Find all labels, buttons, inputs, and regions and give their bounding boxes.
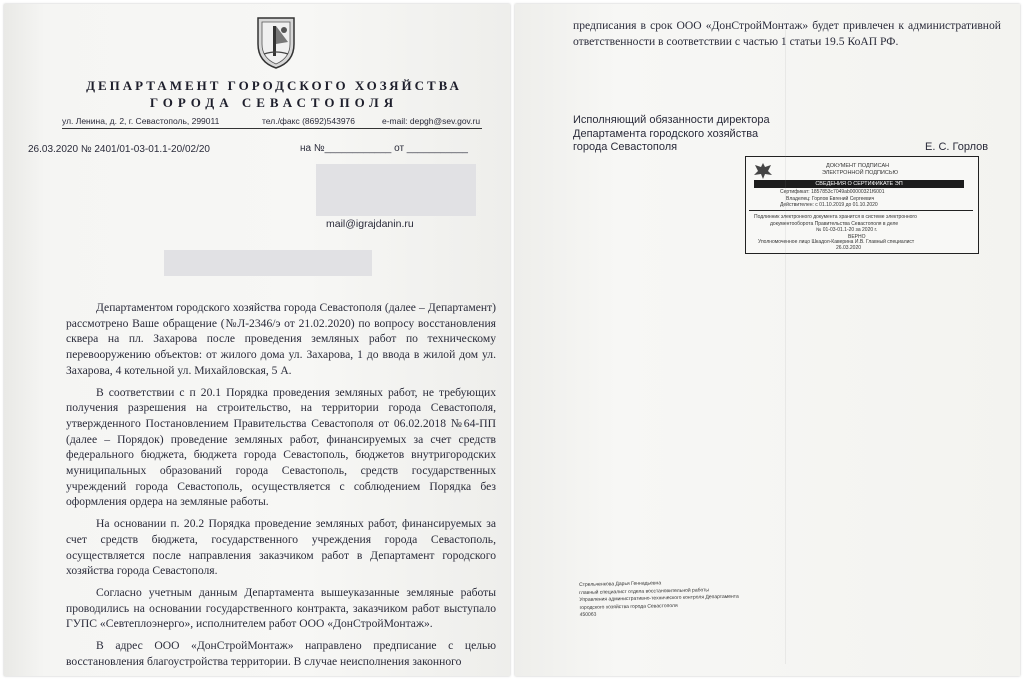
letter-page-1 bbox=[4, 4, 510, 676]
signer-position-2: Департамента городского хозяйства bbox=[573, 127, 759, 140]
stamp-title-1: ДОКУМЕНТ ПОДПИСАН bbox=[826, 163, 890, 169]
redacted-salutation bbox=[164, 250, 372, 276]
body-paragraph-2: В соответствии с п 20.1 Порядка проведения земляных работ, не требующих получения разрешения на строительство, на территории города Севастополя, утвержденного Постановлением Правительства Севастополя от 06.02.2018 №64-ПП (далее – Порядок) проведение земляных работ, финансируемых за счет средств федерального бюджета, бюджета города Севастополь, бюджетов внутригородских муниципальных образований города Севастополь, средств государственных учреждений города Севастополь, осуществляется с соблюдением Порядка без оформления ордера на земляные работы. bbox=[66, 385, 496, 509]
signer-position-3: города Севастополя bbox=[573, 141, 678, 153]
stamp-note-4: ВЕРНО bbox=[848, 233, 866, 240]
header-divider bbox=[62, 128, 482, 129]
letter-page-2 bbox=[515, 4, 1020, 676]
stamp-note-1: Подлинник электронного документа хранится в системе электронного bbox=[754, 214, 917, 220]
letter-body bbox=[66, 300, 496, 675]
body-paragraph-3: На основании п. 20.2 Порядка проведение земляных работ, финансируемых за счет средств бюджета, государственного учреждения города Севастополь, осуществляется после направления заказчиком работ в Департамент городского хозяйства города Севастополя. bbox=[66, 517, 496, 578]
stamp-divider bbox=[749, 210, 973, 211]
department-city: ГОРОДА СЕВАСТОПОЛЯ bbox=[149, 95, 399, 110]
stamp-validity: Действителен: с 01.10.2019 до 01.10.2020 bbox=[780, 202, 878, 208]
executor-name: Стрельченкова Дарья Геннадьевна bbox=[579, 580, 662, 588]
stamp-note-2: документооборота Правительства Севастополя в деле bbox=[770, 220, 899, 227]
signer-name: Е. С. Горлов bbox=[925, 141, 989, 153]
reference-number: на №____________ от ___________ bbox=[300, 143, 468, 154]
continuation-text: предписания в срок ООО «ДонСтройМонтаж» будет привлечен к административной ответственности в соответствии с частью 1 статьи 19.5 КоАП РФ. bbox=[573, 19, 1001, 48]
electronic-signature-stamp bbox=[745, 156, 979, 254]
signer-block bbox=[573, 114, 770, 155]
executor-department: городского хозяйства города Севастополя bbox=[579, 602, 678, 611]
paper-fold-line bbox=[785, 24, 787, 664]
department-email: e-mail: depgh@sev.gov.ru bbox=[382, 116, 481, 126]
executor-block bbox=[579, 579, 739, 620]
stamp-title-2: ЭЛЕКТРОННОЙ ПОДПИСЬЮ bbox=[822, 170, 899, 176]
body-paragraph-4: Согласно учетным данным Департамента вышеуказанные земляные работы проводились на основании государственного контракта, заказчиком работ выступало ГУПС «Севтеплоэнерго», исполнителем работ ООО «ДонСтройМонтаж». bbox=[66, 585, 496, 631]
executor-division: Управления административно-технического контроля Департамента bbox=[579, 593, 739, 604]
registration-number: 26.03.2020 № 2401/01-03-01.1-20/02/20 bbox=[28, 144, 210, 155]
department-phone: тел./факс (8692)543976 bbox=[262, 116, 356, 126]
stamp-certificate: Сертификат: 1857853c7049ab00000321f6001 bbox=[780, 189, 885, 195]
redacted-recipient-block bbox=[316, 164, 476, 216]
signer-position-1: Исполняющий обязанности директора bbox=[573, 114, 770, 126]
stamp-note-6: 26.03.2020 bbox=[836, 245, 862, 251]
stamp-owner: Владелец: Горлов Евгений Сергеевич bbox=[786, 195, 875, 202]
stamp-certificate-bar: СВЕДЕНИЯ О СЕРТИФИКАТЕ ЭП bbox=[754, 180, 964, 188]
russian-eagle-icon bbox=[752, 161, 774, 181]
stamp-note-3: № 01-03-01.1-20 за 2020 г. bbox=[816, 227, 878, 233]
body-paragraph-5: В адрес ООО «ДонСтройМонтаж» направлено предписание с целью восстановления благоустройства территории. В случае неисполнения законного bbox=[66, 639, 496, 668]
executor-phone: 450063 bbox=[579, 612, 597, 619]
stamp-note-5: Уполномоченное лицо Шкадол-Каверина И.В. Главный специалист bbox=[758, 239, 915, 245]
department-address: ул. Ленина, д. 2, г. Севастополь, 299011 bbox=[62, 116, 220, 126]
department-title: ДЕПАРТАМЕНТ ГОРОДСКОГО ХОЗЯЙСТВА bbox=[86, 78, 462, 93]
executor-position: главный специалист отдела восстановительной работы bbox=[579, 586, 710, 596]
sevastopol-coat-of-arms-icon bbox=[254, 14, 298, 70]
body-paragraph-1: Департаментом городского хозяйства города Севастополя (далее – Департамент) рассмотрено Ваше обращение (№Л-2346/э от 21.02.2020) по вопросу восстановления сквера на пл. Захарова после проведения земляных работ по техническому перевооружению объектов: от жилого дома ул. Захарова, 1 до ввода в жилой дом ул. Захарова, 4 котельной ул. Михайловская, 5 А. bbox=[66, 301, 496, 377]
recipient-email: mail@igrajdanin.ru bbox=[326, 218, 414, 230]
